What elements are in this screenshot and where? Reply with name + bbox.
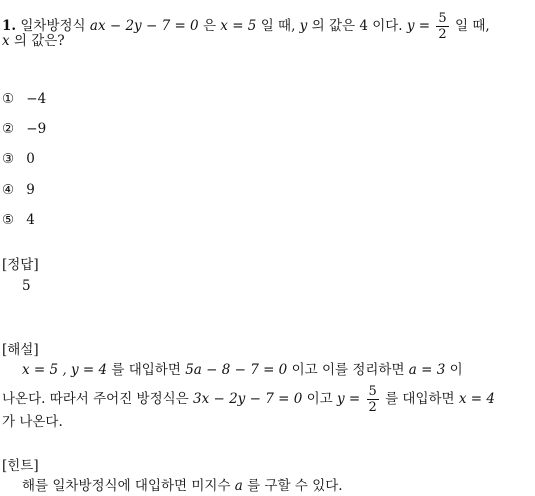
question-line-2 (2, 32, 65, 50)
equation: 3x − 2y − 7 = 0 (193, 391, 303, 407)
choice-mark: ④ (2, 182, 15, 198)
choice-value: 9 (26, 182, 35, 198)
answer-label: [정답] (2, 257, 39, 273)
question-text: 일 때, (260, 18, 296, 34)
fraction-denominator: 2 (438, 27, 447, 42)
condition: x = 5 (220, 18, 257, 34)
solution-text: 이 (449, 362, 463, 378)
choice-value: 4 (26, 212, 35, 228)
choice-mark: ⑤ (2, 212, 15, 228)
hint-text-part: 해를 일차방정식에 대입하면 미지수 (22, 478, 231, 494)
solution-text: 를 대입하면 (111, 362, 181, 378)
equation: x = 5 , y = 4 (22, 362, 108, 378)
equation: a = 3 (408, 362, 446, 378)
choice-mark: ① (2, 91, 15, 107)
question-number: 1. (2, 18, 17, 34)
question-text: 은 (202, 18, 216, 34)
fraction (367, 385, 379, 414)
question-text: 의 값은? (13, 33, 65, 49)
hint-text-part: 를 구할 수 있다. (247, 478, 343, 494)
choice-mark: ③ (2, 151, 15, 167)
equation: y = (336, 391, 361, 407)
fraction-denominator: 2 (368, 400, 377, 415)
choice-value: −9 (26, 121, 47, 137)
variable: a (234, 478, 243, 494)
choice-1[interactable] (2, 90, 46, 108)
hint-text (22, 477, 343, 495)
equation: y = (406, 18, 431, 34)
choice-value: −4 (26, 91, 47, 107)
variable: x (2, 33, 10, 49)
fraction (436, 12, 448, 41)
solution-line-2 (2, 385, 495, 414)
fraction-numerator: 5 (438, 11, 447, 26)
hint-label: [힌트] (2, 458, 39, 474)
solution-text: 이고 이를 정리하면 (291, 362, 405, 378)
choice-3[interactable] (2, 150, 35, 168)
equation: ax − 2y − 7 = 0 (89, 18, 199, 34)
solution-label: [해설] (2, 342, 39, 358)
choice-2[interactable] (2, 120, 46, 138)
question-text: 일차방정식 (20, 18, 86, 34)
solution-text: 나온다. 따라서 주어진 방정식은 (2, 391, 189, 407)
solution-line-3: 가 나온다. (2, 414, 63, 430)
solution-text: 이고 (306, 391, 333, 407)
choice-5[interactable] (2, 211, 35, 229)
equation: x = 4 (458, 391, 495, 407)
equation: 5a − 8 − 7 = 0 (185, 362, 288, 378)
answer-value: 5 (22, 278, 31, 294)
choice-mark: ② (2, 121, 15, 137)
solution-line-1 (22, 361, 463, 379)
question-text: 일 때, (454, 18, 490, 34)
variable: y (299, 18, 308, 34)
fraction-numerator: 5 (368, 384, 377, 399)
solution-text: 를 대입하면 (385, 391, 455, 407)
choice-4[interactable] (2, 181, 35, 199)
question-line-1 (2, 12, 490, 41)
question-text: 의 값은 4 이다. (311, 18, 403, 34)
choice-value: 0 (26, 151, 35, 167)
